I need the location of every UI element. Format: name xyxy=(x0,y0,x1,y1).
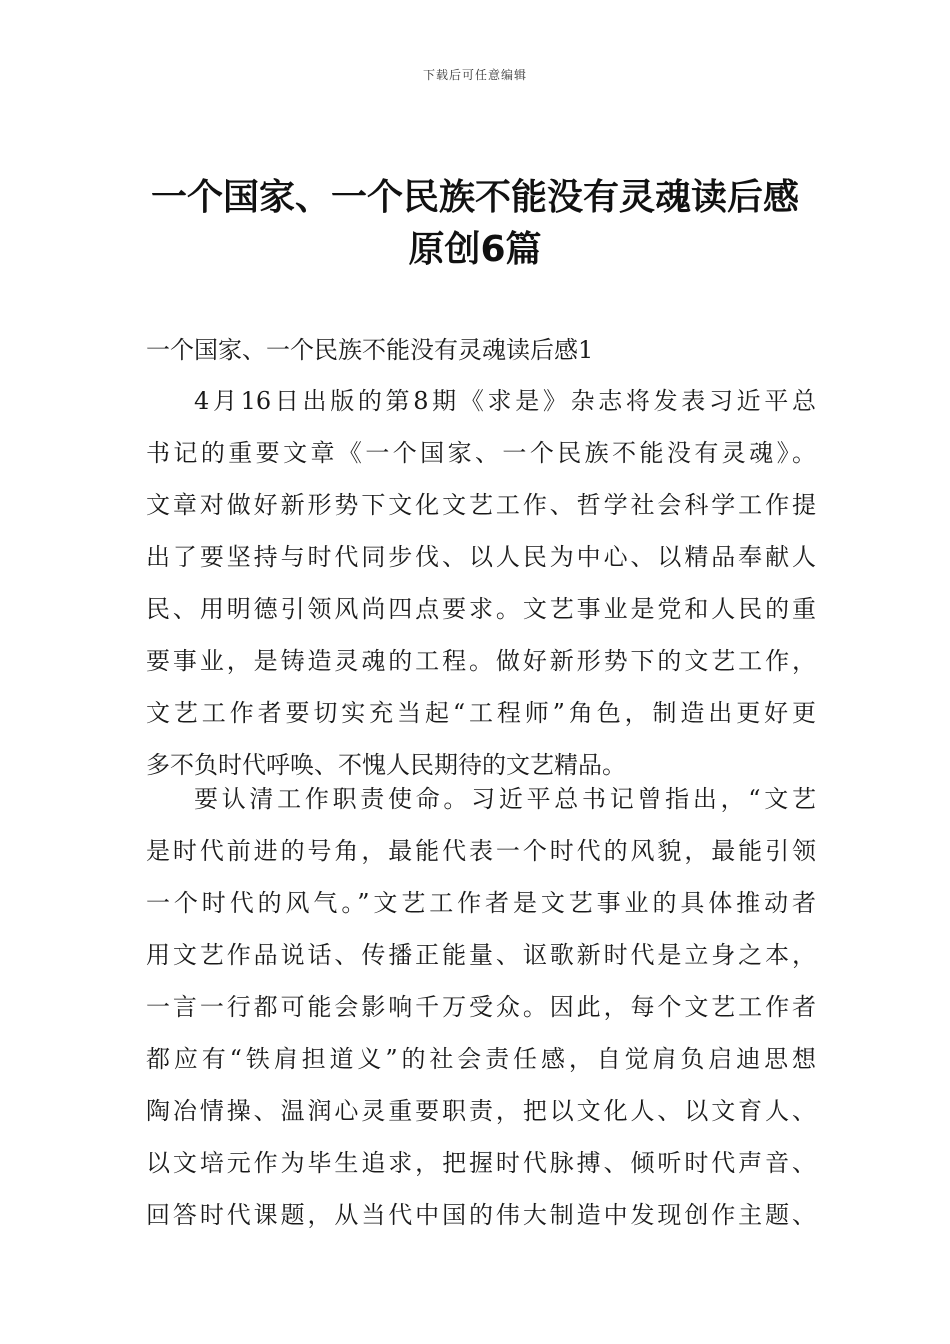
document-title xyxy=(120,172,830,276)
paragraph-line: 文艺工作者要切实充当起“工程师”角色，制造出更好更 xyxy=(146,699,816,727)
paragraph-1 xyxy=(146,375,816,791)
paragraph-line: 文章对做好新形势下文化文艺工作、哲学社会科学工作提 xyxy=(146,491,816,519)
section-heading: 一个国家、一个民族不能没有灵魂读后感1 xyxy=(146,336,594,364)
paragraph-line: 都应有“铁肩担道义”的社会责任感，自觉肩负启迪思想 xyxy=(146,1045,816,1073)
title-line-1: 一个国家、一个民族不能没有灵魂读后感 xyxy=(150,177,799,218)
paragraph-line: 陶冶情操、温润心灵重要职责，把以文化人、以文育人、 xyxy=(146,1097,816,1125)
paragraph-line: 民、用明德引领风尚四点要求。文艺事业是党和人民的重 xyxy=(146,595,816,623)
paragraph-line: 回答时代课题，从当代中国的伟大制造中发现创作主题、 xyxy=(146,1201,816,1229)
paragraph-line: 要认清工作职责使命。习近平总书记曾指出，“文艺 xyxy=(194,785,816,813)
paragraph-line: 一言一行都可能会影响千万受众。因此，每个文艺工作者 xyxy=(146,993,816,1021)
title-line-2: 原创6篇 xyxy=(408,229,542,270)
header-note: 下载后可任意编辑 xyxy=(422,68,527,82)
paragraph-line: 4月16日出版的第8期《求是》杂志将发表习近平总 xyxy=(194,387,816,415)
paragraph-line: 用文艺作品说话、传播正能量、讴歌新时代是立身之本， xyxy=(146,941,816,969)
paragraph-line: 出了要坚持与时代同步伐、以人民为中心、以精品奉献人 xyxy=(146,543,816,571)
paragraph-line: 多不负时代呼唤、不愧人民期待的文艺精品。 xyxy=(146,751,626,779)
paragraph-line: 一个时代的风气。”文艺工作者是文艺事业的具体推动者 xyxy=(146,889,816,917)
paragraph-line: 是时代前进的号角，最能代表一个时代的风貌，最能引领 xyxy=(146,837,816,865)
paragraph-line: 书记的重要文章《一个国家、一个民族不能没有灵魂》。 xyxy=(146,439,816,467)
paragraph-2 xyxy=(146,773,816,1241)
paragraph-line: 以文培元作为毕生追求，把握时代脉搏、倾听时代声音、 xyxy=(146,1149,816,1177)
paragraph-line: 要事业，是铸造灵魂的工程。做好新形势下的文艺工作， xyxy=(146,647,816,675)
